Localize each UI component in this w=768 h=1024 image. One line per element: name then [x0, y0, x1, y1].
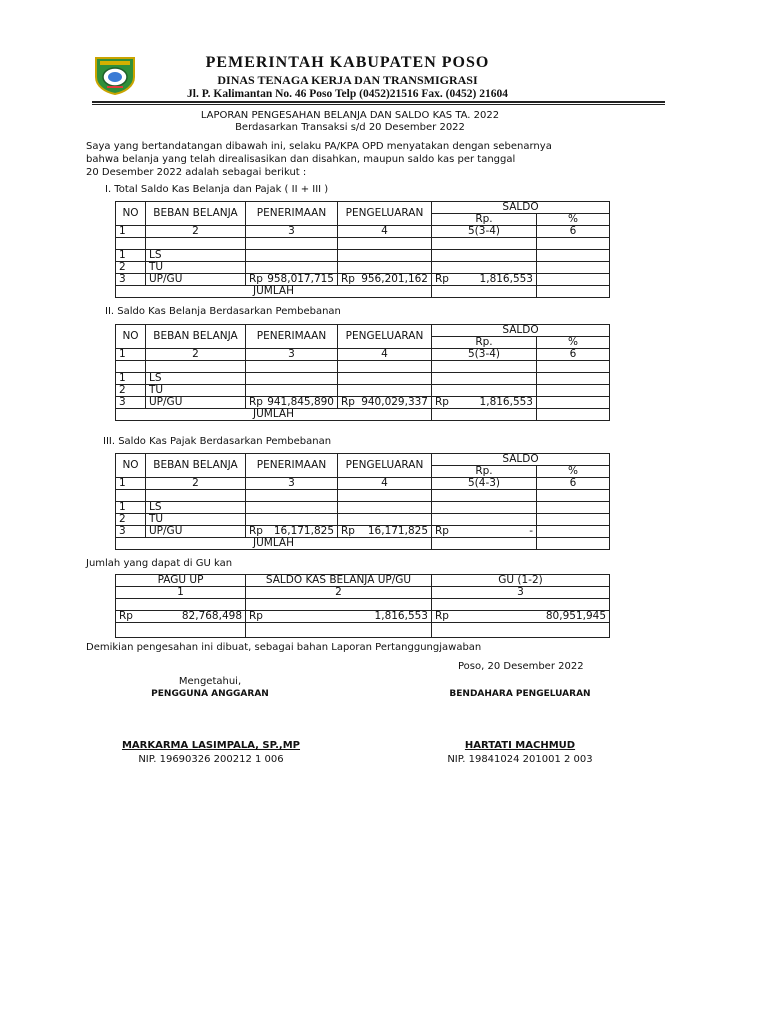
table-row: 1 LS [116, 250, 610, 262]
gu-header-gu: GU (1-2) [432, 575, 610, 587]
spacer-row [116, 238, 610, 250]
col-pengeluaran: PENGELUARAN [338, 202, 432, 226]
section2-table: NO BEBAN BELANJA PENERIMAAN PENGELUARAN SALDO Rp. % 1 2 3 4 5(3-4) 6 1 LS 2 TU 3 UP/GU Rp 941,845,890 Rp 940,029,337 Rp 1,816,553 JUMLAH [115, 324, 610, 421]
report-subtitle: Berdasarkan Transaksi s/d 20 Desember 2022 [235, 122, 465, 133]
mengetahui-label: Mengetahui, [178, 676, 242, 687]
table-row: 1 LS [116, 502, 610, 514]
table-row: 2 TU [116, 385, 610, 397]
intro-line-2: bahwa belanja yang telah direalisasikan dan disahkan, maupun saldo kas per tanggal [86, 154, 516, 165]
gu-header-saldo: SALDO KAS BELANJA UP/GU [246, 575, 432, 587]
jumlah-row: JUMLAH [116, 286, 610, 298]
header-address: Jl. P. Kalimantan No. 46 Poso Telp (0452)21516 Fax. (0452) 21604 [187, 88, 508, 100]
section3-table: NO BEBAN BELANJA PENERIMAAN PENGELUARAN SALDO Rp. % 1 2 3 4 5(4-3) 6 1 LS 2 TU 3 UP/GU Rp 16,171,825 Rp 16,171,825 Rp - JUMLAH [115, 453, 610, 550]
col-saldo: SALDO [432, 202, 610, 214]
section1-table [115, 201, 610, 298]
intro-line-3: 20 Desember 2022 adalah sebagai berikut : [86, 167, 307, 178]
closing-statement: Demikian pengesahan ini dibuat, sebagai bahan Laporan Pertanggungjawaban [86, 642, 482, 653]
table-row: 3 UP/GU Rp 16,171,825 Rp 16,171,825 Rp - [116, 526, 610, 538]
col-rp: Rp. [432, 214, 537, 226]
section3-title: III. Saldo Kas Pajak Berdasarkan Pembebanan [103, 436, 332, 447]
col-penerimaan: PENERIMAAN [246, 202, 338, 226]
col-pct: % [537, 214, 610, 226]
gu-title: Jumlah yang dapat di GU kan [86, 558, 233, 569]
header-divider-thin [92, 104, 665, 105]
gu-table: PAGU UP SALDO KAS BELANJA UP/GU GU (1-2) 1 2 3 Rp 82,768,498 Rp 1,816,553 Rp 80,951,945 [115, 574, 610, 638]
spacer-row [116, 490, 610, 502]
col-beban: BEBAN BELANJA [146, 202, 246, 226]
section1-title: I. Total Saldo Kas Belanja dan Pajak ( II + III ) [105, 184, 329, 195]
place-date: Poso, 20 Desember 2022 [458, 661, 584, 672]
table-row: 1 LS [116, 373, 610, 385]
jumlah-row: JUMLAH [116, 409, 610, 421]
table-row: 2 TU [116, 514, 610, 526]
table-row: 3 UP/GU Rp 941,845,890 Rp 940,029,337 Rp 1,816,553 [116, 397, 610, 409]
spacer-row [116, 361, 610, 373]
right-role: BENDAHARA PENGELUARAN [449, 689, 591, 699]
header-subtitle: DINAS TENAGA KERJA DAN TRANSMIGRASI [217, 73, 478, 87]
index-row: 1 2 3 4 5(4-3) 6 [116, 478, 610, 490]
left-signatory-name: MARKARMA LASIMPALA, SP.,MP [121, 740, 301, 751]
right-signatory-nip: NIP. 19841024 201001 2 003 [447, 754, 593, 765]
index-row: 1 2 3 4 5(3-4) 6 [116, 349, 610, 361]
index-row: 1 2 3 4 5(3-4) 6 [116, 226, 610, 238]
table-row: 3 UP/GU Rp 958,017,715 Rp 956,201,162 Rp 1,816,553 [116, 274, 610, 286]
left-role: PENGGUNA ANGGARAN [151, 689, 269, 699]
gu-header-pagu: PAGU UP [116, 575, 246, 587]
right-signatory-name: HARTATI MACHMUD [464, 740, 576, 751]
table-row: Rp 82,768,498 Rp 1,816,553 Rp 80,951,945 [116, 611, 610, 623]
header-divider [92, 101, 665, 103]
left-signatory-nip: NIP. 19690326 200212 1 006 [138, 754, 284, 765]
header-title: PEMERINTAH KABUPATEN POSO [205, 54, 490, 71]
col-no: NO [116, 202, 146, 226]
section2-title: II. Saldo Kas Belanja Berdasarkan Pembebanan [105, 306, 341, 317]
report-title: LAPORAN PENGESAHAN BELANJA DAN SALDO KAS TA. 2022 [200, 110, 500, 121]
jumlah-row: JUMLAH [116, 538, 610, 550]
intro-line-1: Saya yang bertandatangan dibawah ini, selaku PA/KPA OPD menyatakan dengan sebenarnya [86, 141, 552, 152]
table-row: 2 TU [116, 262, 610, 274]
